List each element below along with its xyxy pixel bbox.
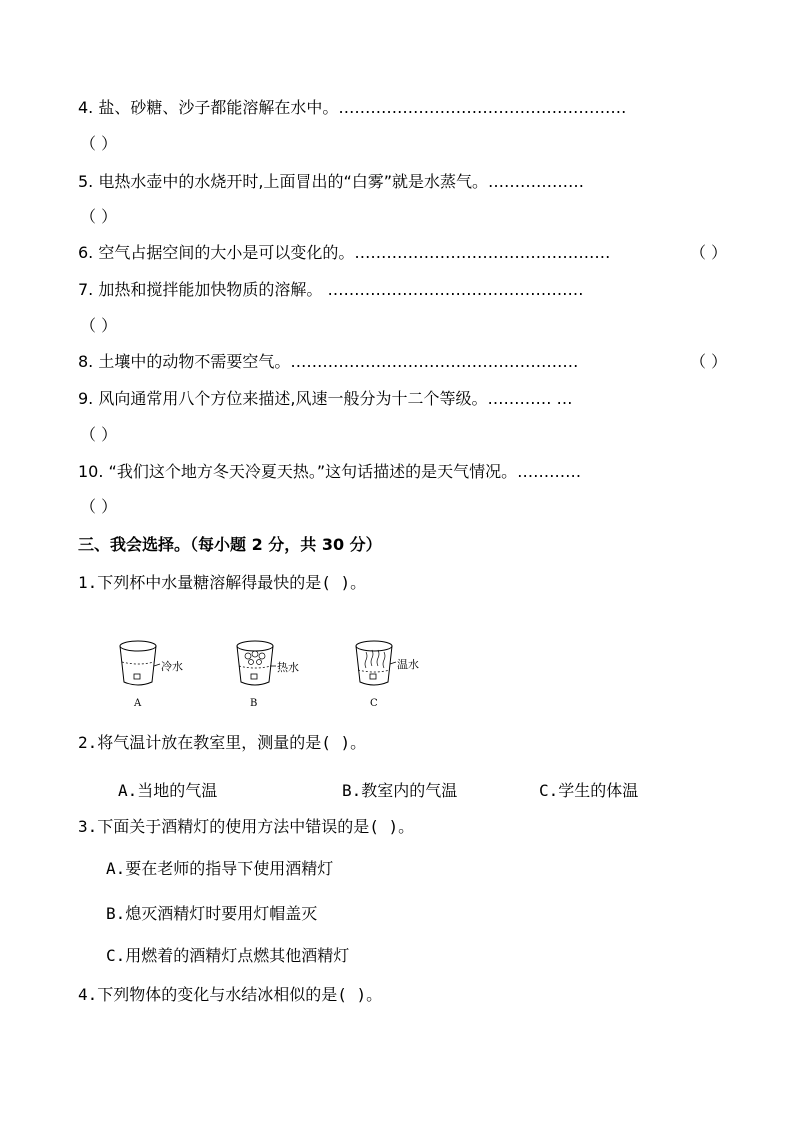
- cup-b-letter: B: [250, 698, 258, 709]
- beaker-c-icon: [356, 641, 396, 685]
- answer-blank[interactable]: （ ）: [80, 207, 118, 226]
- cup-b-label: 热水: [277, 661, 299, 674]
- tf-question-10: 10. “我们这个地方冬天冷夏天热。”这句话描述的是天气情况。…………: [78, 462, 582, 481]
- mc-question-3: 3.下面关于酒精灯的使用方法中错误的是( )。: [78, 817, 415, 836]
- option-c[interactable]: C.用燃着的酒精灯点燃其他酒精灯: [106, 946, 350, 965]
- option-c[interactable]: C.学生的体温: [539, 781, 639, 800]
- cup-a-letter: A: [134, 698, 142, 709]
- option-a[interactable]: A.要在老师的指导下使用酒精灯: [106, 859, 334, 878]
- section-heading: 三、我会选择。（每小题 2 分，共 30 分）: [78, 535, 382, 554]
- answer-blank[interactable]: （ ）: [690, 352, 728, 371]
- option-b[interactable]: B.教室内的气温: [342, 781, 458, 800]
- option-b[interactable]: B.熄灭酒精灯时要用灯帽盖灭: [106, 904, 318, 923]
- cup-c-letter: C: [370, 698, 378, 709]
- tf-question-7: 7. 加热和搅拌能加快物质的溶解。 …………………………………………: [78, 280, 584, 299]
- tf-question-6: 6. 空气占据空间的大小是可以变化的。…………………………………………: [78, 243, 611, 262]
- option-a[interactable]: A.当地的气温: [118, 781, 218, 800]
- mc-question-2: 2.将气温计放在教室里，测量的是( )。: [78, 733, 367, 752]
- answer-blank[interactable]: （ ）: [690, 243, 728, 262]
- answer-blank[interactable]: （ ）: [80, 497, 118, 516]
- cup-c-label: 温水: [397, 658, 419, 671]
- tf-question-9: 9. 风向通常用八个方位来描述,风速一般分为十二个等级。………… …: [78, 389, 573, 408]
- mc-question-1: 1.下列杯中水量糖溶解得最快的是( )。: [78, 573, 367, 592]
- tf-question-5: 5. 电热水壶中的水烧开时,上面冒出的“白雾”就是水蒸气。………………: [78, 172, 585, 191]
- answer-blank[interactable]: （ ）: [80, 134, 118, 153]
- answer-blank[interactable]: （ ）: [80, 316, 118, 335]
- beaker-b-icon: [237, 641, 276, 685]
- mc-question-4: 4.下列物体的变化与水结冰相似的是( )。: [78, 985, 383, 1004]
- tf-question-4: 4. 盐、砂糖、沙子都能溶解在水中。………………………………………………: [78, 98, 627, 117]
- tf-question-8: 8. 土壤中的动物不需要空气。………………………………………………: [78, 352, 579, 371]
- cup-a-label: 冷水: [161, 660, 183, 673]
- beakers-illustration: [110, 636, 470, 716]
- answer-blank[interactable]: （ ）: [80, 425, 118, 444]
- beaker-a-icon: [120, 641, 160, 685]
